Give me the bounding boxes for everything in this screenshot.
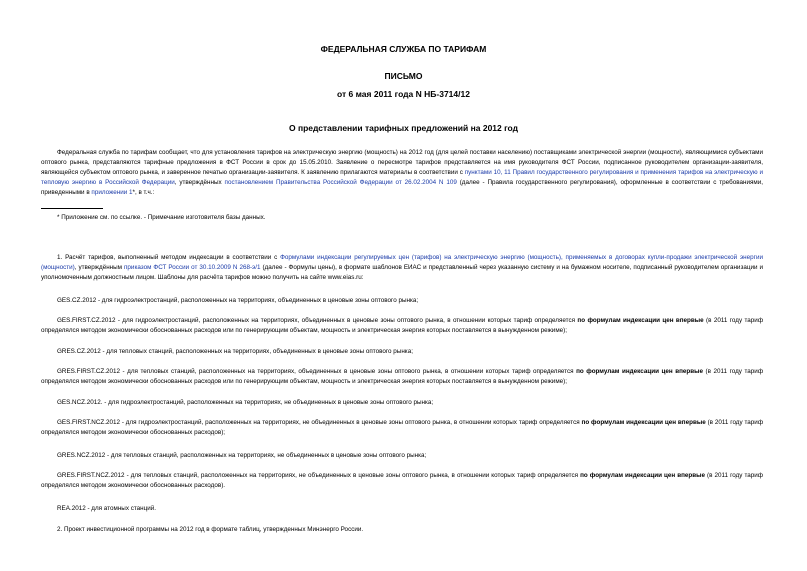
template-bold: по формулам индексации цен впервые — [577, 317, 704, 324]
agency-name: ФЕДЕРАЛЬНАЯ СЛУЖБА ПО ТАРИФАМ — [320, 44, 487, 54]
intro-text-1: Федеральная служба по тарифам сообщает, что для установления тарифов на электрическую энергию (мощность) на 2012 год (для целей поставки населению) поставщиками электрической энергии (мощности), являющимися субъектами оптового рынка, представляются тарифные предложения в ФСТ России в срок до 15.05.2010. Заявление о пересмотре тарифов представляется на имя руководителя ФСТ России, подписанное руководителем организации-заявителя, являющейся субъектом оптового рынка, и заверенное печатью организации-заявителя. К заявлению прилагаются материалы в соответствии с — [41, 149, 763, 176]
intro-paragraph — [41, 148, 763, 198]
template-item: GRES.NCZ.2012 - для тепловых станций, расположенных на территориях, не объединенных в ценовые зоны оптового рынка; — [57, 452, 427, 459]
template-item: REA.2012 - для атомных станций. — [57, 505, 157, 512]
template-tail: (в 2011 году тариф определялся методом экономически обоснованных расходов). — [41, 472, 763, 489]
link-government-decree[interactable]: постановлением Правительства Российской Федерации от 26.02.2004 N 109 — [224, 179, 457, 186]
item-1-text-1: 1. Расчёт тарифов, выполненный методом индексации в соответствии с — [57, 254, 281, 261]
template-item — [41, 316, 763, 336]
template-text: GES.FIRST.NCZ.2012 - для гидроэлектростанций, расположенных на территориях, не объединенных в ценовые зоны оптового рынка, в отношении которых тариф определяется — [57, 419, 582, 426]
item-1-text-3: (далее - Формулы цены), в формате шаблонов ЕИАС и представленный через указанную систему и на бумажном носителе, подписанный руководителем организации и уполномоченным должностным лицом. Шаблоны для расчёта тарифов можно получить на сайте www.eias.ru: — [41, 264, 763, 281]
template-tail: (в 2011 году тариф определялся методом экономически обоснованных расходов или по генерирующим объектам, мощность и электрическая энергия которых поставляется в вынужденном режиме); — [41, 317, 763, 334]
template-text: GRES.FIRST.CZ.2012 - для тепловых станций, расположенных на территориях, объединенных в ценовые зоны оптового рынка, в отношении которых тариф определяется — [57, 368, 577, 375]
template-item: GES.CZ.2012 - для гидроэлектростанций, расположенных на территориях, объединенных в ценовые зоны оптового рынка; — [57, 297, 419, 304]
intro-text-3: (далее - Правила государственного регулирования), оформленные в соответствии с требованиями, приведенными в — [41, 179, 763, 196]
item-2-paragraph: 2. Проект инвестиционной программы на 2012 год в формате таблиц, утвержденных Минэнерго России. — [57, 526, 364, 533]
link-appendix-1[interactable]: приложении 1 — [91, 189, 133, 196]
template-bold: по формулам индексации цен впервые — [581, 419, 706, 426]
document-date-number: от 6 мая 2011 года N НБ-3714/12 — [337, 89, 470, 99]
footnote: * Приложение см. по ссылке. - Примечание изготовителя базы данных. — [57, 214, 266, 221]
template-tail: (в 2011 году тариф определялся методом экономически обоснованных расходов или по генерирующим объектам, мощность и электрическая энергия которых поставляется в вынужденном режиме); — [41, 368, 763, 385]
intro-text-4: *, в т.ч.: — [132, 189, 155, 196]
footnote-divider — [41, 208, 103, 209]
intro-text-2: , утверждённых — [174, 179, 225, 186]
template-item — [41, 367, 763, 387]
link-fst-order[interactable]: приказом ФСТ России от 30.10.2009 N 268-э/1 — [124, 264, 261, 271]
item-1-text-2: , утверждённым — [74, 264, 125, 271]
template-text: GRES.FIRST.NCZ.2012 - для тепловых станций, расположенных на территориях, не объединенных в ценовые зоны оптового рынка, в отношении которых тариф определяется — [57, 472, 581, 479]
template-item: GES.NCZ.2012. - для гидроэлектростанций, расположенных на территориях, не объединенных в ценовые зоны оптового рынка; — [57, 399, 434, 406]
template-item — [41, 471, 763, 491]
template-tail: (в 2011 году тариф определялся методом экономически обоснованных расходов); — [41, 419, 763, 436]
link-indexation-formulas[interactable]: Формулами индексации регулируемых цен (тарифов) на электрическую энергию (мощность), применяемых в договорах купли-продажи электрической энергии (мощности) — [41, 254, 763, 271]
template-item — [41, 418, 763, 438]
template-bold: по формулам индексации цен впервые — [576, 368, 703, 375]
document-type: ПИСЬМО — [384, 71, 423, 81]
template-bold: по формулам индексации цен впервые — [580, 472, 705, 479]
template-item: GRES.CZ.2012 - для тепловых станций, расположенных на территориях, объединенных в ценовые зоны оптового рынка; — [57, 348, 413, 355]
document-title: О представлении тарифных предложений на 2012 год — [288, 123, 519, 133]
item-1-paragraph — [41, 253, 763, 283]
template-text: GES.FIRST.CZ.2012 - для гидроэлектростанций, расположенных на территориях, объединенных в ценовые зоны оптового рынка, в отношении которых тариф определяется — [57, 317, 578, 324]
link-rules-points[interactable]: пунктами 10, 11 Правил государственного регулирования и применения тарифов на электрическую и тепловую энергию в Российской Федерации — [41, 169, 763, 186]
